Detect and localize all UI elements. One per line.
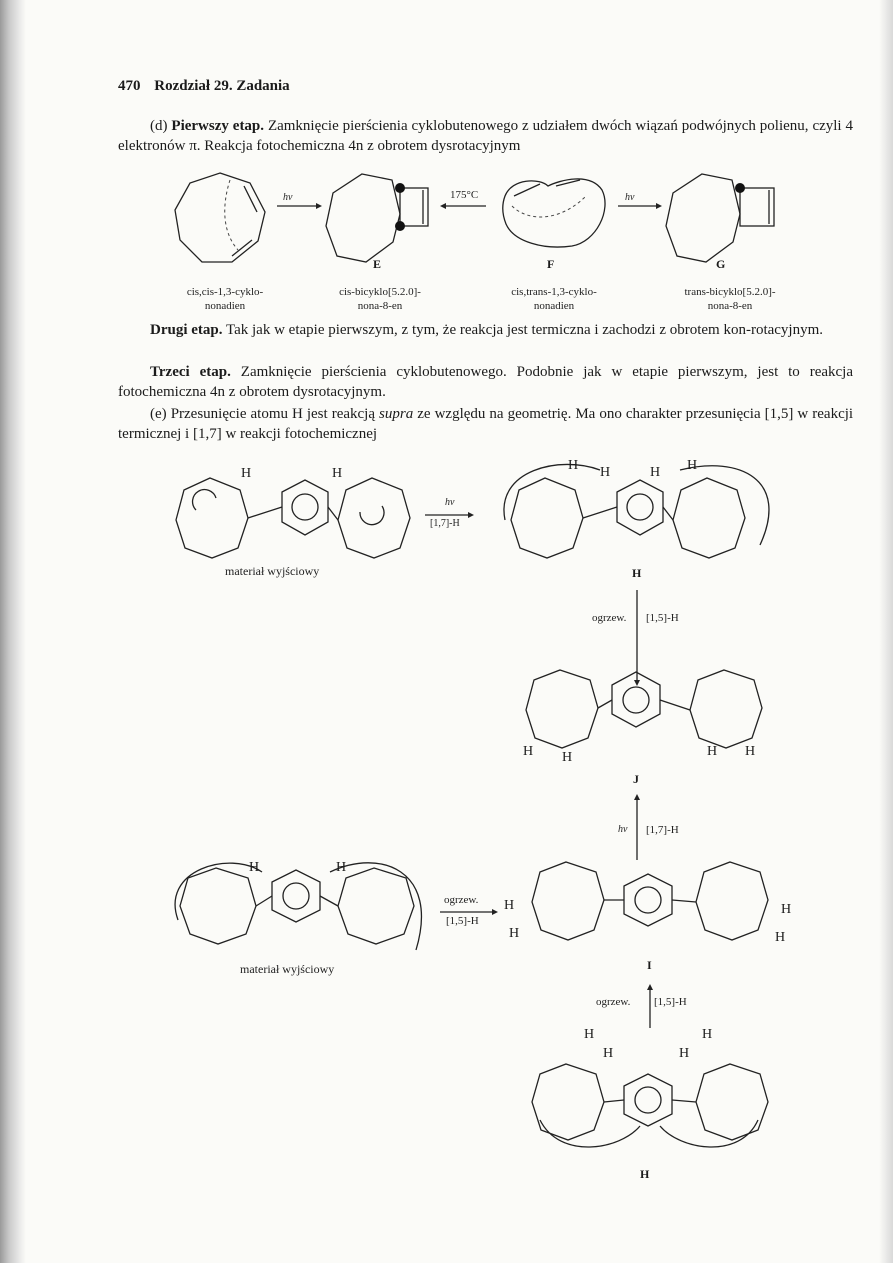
hv-label-2: hν xyxy=(618,824,628,835)
h-atom: H xyxy=(509,926,520,941)
h-atom: H xyxy=(775,930,786,945)
caption-cyclononadiene xyxy=(160,285,290,313)
h-atom: H xyxy=(523,744,534,759)
chapter-title: Rozdział 29. Zadania xyxy=(154,78,290,94)
h-atom: H xyxy=(504,898,515,913)
heat-label-1: ogrzew. xyxy=(592,612,627,624)
label-F: F xyxy=(547,257,555,271)
paragraph-stage3 xyxy=(118,362,853,402)
starting-material-bottom xyxy=(175,863,421,950)
cyclononadiene-structure xyxy=(175,173,265,262)
para-e-text2: ze względu na geometrię. Ma ono charakter przesunięcia [1,5] w reakcji termicznej i [1,7] w reakcji fotochemicznej xyxy=(118,406,854,442)
h-atom: H xyxy=(679,1046,690,1061)
para-e-text1: Przesunięcie atomu H jest reakcją xyxy=(170,406,376,422)
top-arrow-label-1: hν xyxy=(445,497,455,508)
structure-H-top xyxy=(504,464,769,558)
caption-start-bottom: materiał wyjściowy xyxy=(240,962,335,976)
label-J: J xyxy=(633,772,639,786)
page-number: 470 xyxy=(118,78,141,94)
para-d-label: (d) xyxy=(150,118,168,134)
h-atom: H xyxy=(650,465,661,480)
caption-3a: cis,trans-1,3-cyklo- xyxy=(511,286,597,298)
para2-bold: Drugi etap. xyxy=(150,322,223,338)
h-atom: H xyxy=(584,1027,595,1042)
para-e-italic: supra xyxy=(379,406,414,422)
caption-2b: nona-8-en xyxy=(357,300,403,312)
caption-F xyxy=(484,285,624,313)
caption-4b: nona-8-en xyxy=(707,300,753,312)
mid-arrow-label-2: [1,5]-H xyxy=(446,915,479,927)
starting-material-top xyxy=(176,478,410,558)
h-atom: H xyxy=(707,744,718,759)
arrow2-label: 175°C xyxy=(450,189,479,201)
structure-H-bottom xyxy=(532,1064,768,1147)
top-arrow-label-2: [1,7]-H xyxy=(430,518,460,529)
h-atom: H xyxy=(249,860,260,875)
para-d-bold: Pierwszy etap. xyxy=(171,118,265,134)
arrow3-label: hν xyxy=(625,192,635,203)
paragraph-e xyxy=(118,404,853,444)
para-d-text: Zamknięcie pierścienia cyklobutenowego z udziałem dwóch wiązań podwójnych polienu, czyli 4 elektronów π. Reakcja fotochemiczna 4n z obrotem dysrotacyjnym xyxy=(118,118,854,154)
caption-start-top: materiał wyjściowy xyxy=(225,564,320,578)
caption-2a: cis-bicyklo[5.2.0]- xyxy=(339,286,421,298)
h-atom: H xyxy=(687,458,698,473)
mid-arrow-label-1: ogrzew. xyxy=(444,894,479,906)
label-I: I xyxy=(647,958,652,972)
para-e-label: (e) xyxy=(150,406,167,422)
caption-4a: trans-bicyklo[5.2.0]- xyxy=(684,286,776,298)
structure-G xyxy=(666,174,774,262)
label-H-bottom: H xyxy=(640,1167,650,1181)
structure-J xyxy=(526,670,762,748)
h-atom: H xyxy=(745,744,756,759)
para3-text: Zamknięcie pierścienia cyklobutenowego. Podobnie jak w etapie pierwszym, jest to reakcja fotochemiczna 4n z obrotem dysrotacyjnym. xyxy=(118,364,854,400)
h-atom: H xyxy=(781,902,792,917)
caption-E xyxy=(310,285,450,313)
h-atom: H xyxy=(603,1046,614,1061)
shift-15-label-2: [1,5]-H xyxy=(654,996,687,1008)
caption-G xyxy=(660,285,800,313)
caption-3b: nonadien xyxy=(533,300,575,312)
structure-I xyxy=(532,862,768,940)
arrow1-label: hν xyxy=(283,192,293,203)
para3-bold: Trzeci etap. xyxy=(150,364,231,380)
caption-1a: cis,cis-1,3-cyklo- xyxy=(186,286,264,298)
para2-text: Tak jak w etapie pierwszym, z tym, że reakcja jest termiczna i zachodzi z obrotem kon-rotacyjnym. xyxy=(225,322,824,338)
structure-E xyxy=(326,174,428,262)
h-atom: H xyxy=(241,466,252,481)
h-atom: H xyxy=(568,458,579,473)
label-H-top: H xyxy=(632,566,642,580)
h-atom: H xyxy=(562,750,573,765)
label-E: E xyxy=(373,257,382,271)
shift-17-label: [1,7]-H xyxy=(646,824,679,836)
heat-label-2: ogrzew. xyxy=(596,996,631,1008)
paragraph-stage2 xyxy=(118,320,853,340)
shift-15-label-1: [1,5]-H xyxy=(646,612,679,624)
h-atom: H xyxy=(600,465,611,480)
h-atom: H xyxy=(332,466,343,481)
caption-1b: nonadien xyxy=(204,300,246,312)
h-atom: H xyxy=(702,1027,713,1042)
structure-F xyxy=(503,179,605,247)
h-atom: H xyxy=(336,860,347,875)
label-G: G xyxy=(716,257,726,271)
